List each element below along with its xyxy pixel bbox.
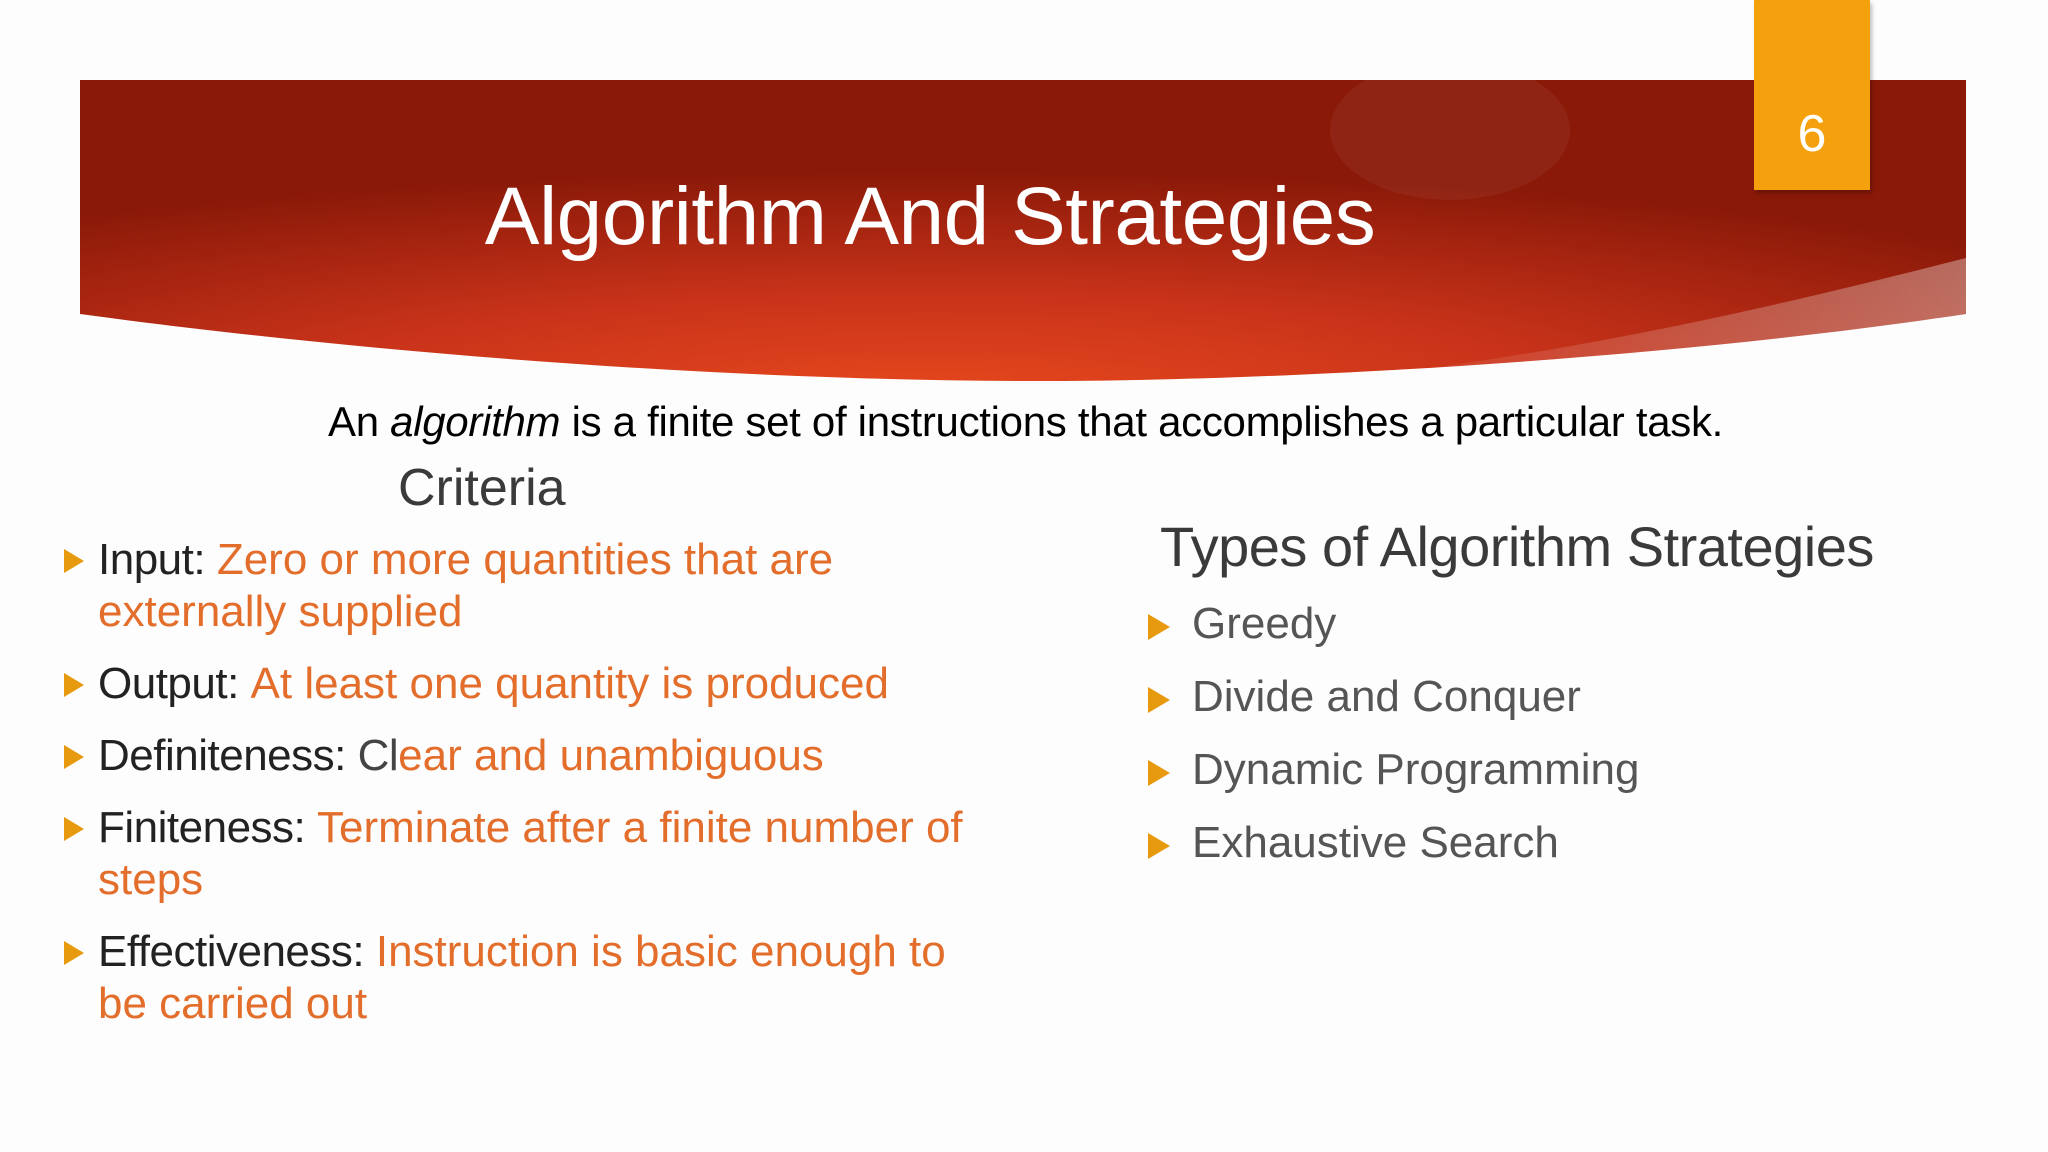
triangle-bullet-icon: [1148, 833, 1170, 859]
triangle-bullet-icon: [64, 817, 84, 841]
strategy-item-divide-and-conquer: [1144, 669, 1639, 742]
strategy-item-dynamic-programming: [1144, 742, 1639, 815]
page-number-badge: [1754, 0, 1870, 190]
triangle-bullet-icon: [1148, 687, 1170, 713]
definition-prefix: An: [328, 398, 391, 445]
criteria-item-effectiveness: [60, 926, 980, 1030]
definition-emphasis: algorithm: [390, 398, 561, 445]
criteria-separator: :: [293, 803, 317, 852]
triangle-bullet-icon: [1148, 760, 1170, 786]
strategy-label: Dynamic Programming: [1192, 745, 1640, 794]
criteria-description-lead: Cl: [357, 731, 399, 780]
criteria-term: Output: [98, 659, 228, 708]
criteria-item-finiteness: [60, 802, 980, 906]
page-number: 6: [1797, 105, 1827, 163]
strategy-item-greedy: [1144, 596, 1639, 669]
criteria-description: At least one quantity is produced: [250, 659, 889, 708]
strategy-types-list: [1144, 596, 1639, 888]
triangle-bullet-icon: [64, 745, 84, 769]
algorithm-definition: [328, 398, 1723, 446]
triangle-bullet-icon: [64, 673, 84, 697]
criteria-separator: :: [193, 535, 217, 584]
slide-title: Algorithm And Strategies: [484, 171, 1376, 262]
criteria-term: Definiteness: [98, 731, 335, 780]
criteria-item-output: [60, 658, 980, 710]
triangle-bullet-icon: [1148, 614, 1170, 640]
criteria-heading: Criteria: [398, 459, 566, 517]
criteria-term: Input: [98, 535, 194, 584]
criteria-description: Terminate after a finite number of steps: [98, 803, 963, 904]
criteria-term: Finiteness: [98, 803, 294, 852]
criteria-description: ear and unambiguous: [398, 731, 824, 780]
strategy-label: Divide and Conquer: [1192, 672, 1581, 721]
strategy-item-exhaustive-search: [1144, 815, 1639, 888]
criteria-description: Instruction is basic enough to be carried out: [98, 927, 946, 1028]
criteria-description: Zero or more quantities that are externally supplied: [98, 535, 834, 636]
criteria-list: [60, 534, 980, 1050]
criteria-separator: :: [334, 731, 358, 780]
criteria-separator: :: [227, 659, 251, 708]
definition-suffix: is a finite set of instructions that accomplishes a particular task.: [560, 398, 1724, 445]
criteria-term: Effectiveness: [98, 927, 353, 976]
triangle-bullet-icon: [64, 941, 84, 965]
strategy-label: Greedy: [1192, 599, 1337, 648]
criteria-separator: :: [352, 927, 376, 976]
strategy-types-heading: Types of Algorithm Strategies: [1160, 515, 1874, 578]
criteria-item-input: [60, 534, 980, 638]
triangle-bullet-icon: [64, 549, 84, 573]
criteria-item-definiteness: [60, 730, 980, 782]
strategy-label: Exhaustive Search: [1192, 818, 1559, 867]
